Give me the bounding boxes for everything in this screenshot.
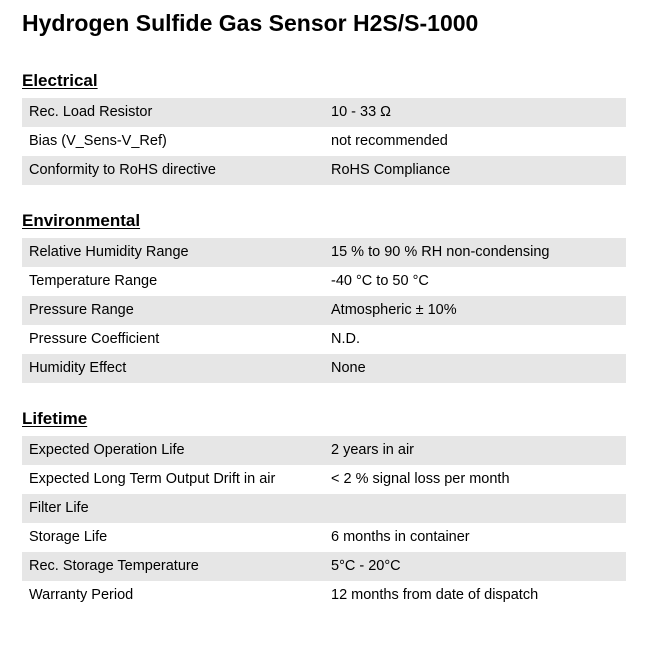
section-heading-lifetime: Lifetime — [22, 409, 88, 428]
row-label: Bias (V_Sens-V_Ref) — [29, 133, 167, 149]
section-heading-electrical: Electrical — [22, 71, 98, 90]
row-value: Atmospheric ± 10% — [331, 302, 457, 318]
table-row — [22, 267, 626, 296]
environmental-table — [22, 238, 626, 383]
row-label: Rec. Storage Temperature — [29, 558, 199, 574]
row-value: N.D. — [331, 331, 360, 347]
row-value: 12 months from date of dispatch — [331, 587, 539, 603]
row-value: 2 years in air — [331, 442, 415, 458]
table-row — [22, 127, 626, 156]
row-label: Expected Long Term Output Drift in air — [29, 471, 276, 487]
row-label: Relative Humidity Range — [29, 244, 189, 260]
row-label: Pressure Range — [29, 302, 134, 318]
table-row — [22, 494, 626, 523]
row-label: Conformity to RoHS directive — [29, 162, 216, 178]
table-row — [22, 354, 626, 383]
row-value: None — [331, 360, 366, 376]
table-row — [22, 325, 626, 354]
row-label: Warranty Period — [29, 587, 134, 603]
row-label: Rec. Load Resistor — [29, 104, 153, 120]
row-value: 6 months in container — [331, 529, 470, 545]
row-value: not recommended — [331, 133, 448, 149]
table-row — [22, 238, 626, 267]
page-title: Hydrogen Sulfide Gas Sensor H2S/S-1000 — [22, 10, 479, 36]
row-label: Humidity Effect — [29, 360, 127, 376]
row-label: Temperature Range — [29, 273, 158, 289]
table-row — [22, 436, 626, 465]
row-label: Pressure Coefficient — [29, 331, 160, 347]
row-label: Storage Life — [29, 529, 108, 545]
row-value: -40 °C to 50 °C — [331, 273, 429, 289]
lifetime-table — [22, 436, 626, 610]
table-row — [22, 552, 626, 581]
row-value: RoHS Compliance — [331, 162, 451, 178]
table-row — [22, 156, 626, 185]
table-row — [22, 581, 626, 610]
section-heading-environmental: Environmental — [22, 211, 141, 230]
row-value: 15 % to 90 % RH non-condensing — [331, 244, 550, 260]
row-value: < 2 % signal loss per month — [331, 471, 510, 487]
electrical-table — [22, 98, 626, 185]
table-row — [22, 523, 626, 552]
row-value: 5°C - 20°C — [331, 558, 401, 574]
row-label: Filter Life — [29, 500, 89, 516]
table-row — [22, 98, 626, 127]
row-value: 10 - 33 Ω — [331, 104, 392, 120]
table-row — [22, 465, 626, 494]
row-label: Expected Operation Life — [29, 442, 185, 458]
table-row — [22, 296, 626, 325]
